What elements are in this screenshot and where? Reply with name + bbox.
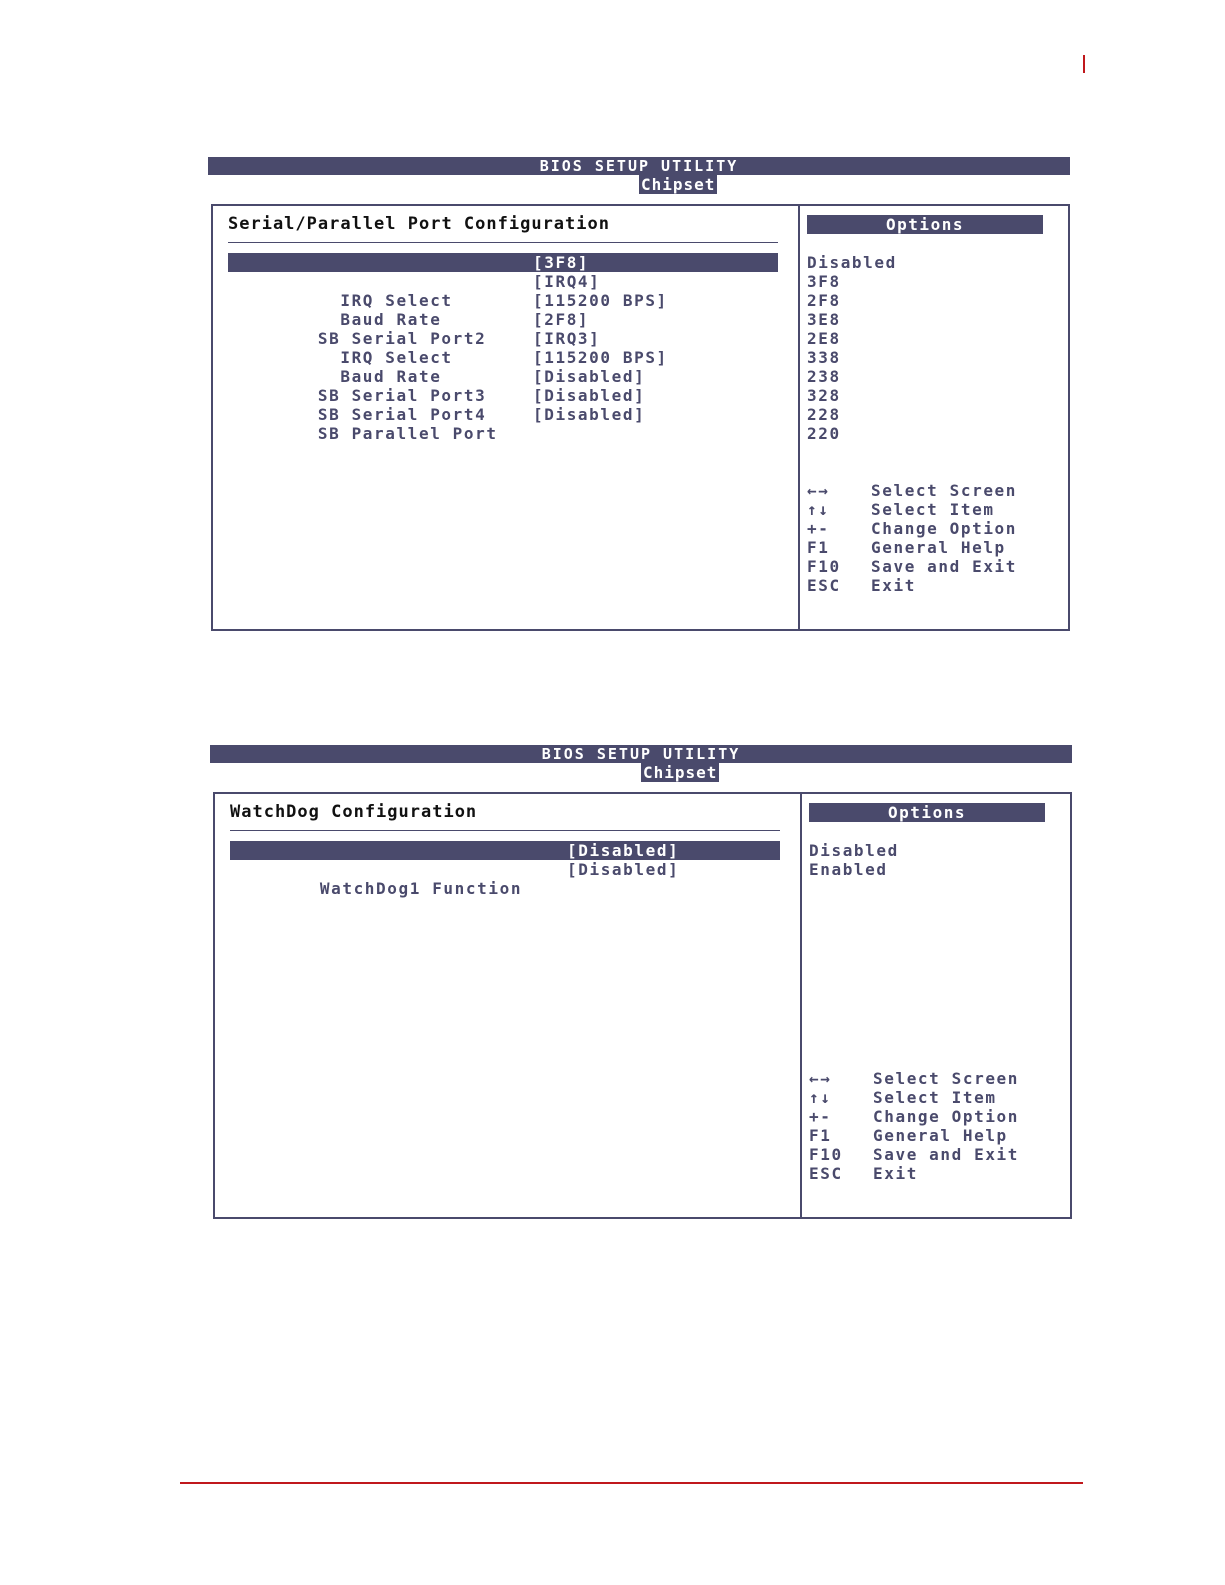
help-desc: Save and Exit bbox=[873, 1145, 1020, 1164]
help-key: F10 bbox=[807, 557, 841, 576]
section-rule bbox=[230, 830, 780, 831]
option-item[interactable]: 238 bbox=[807, 367, 841, 386]
setting-row-sb-serial-port3[interactable] bbox=[228, 367, 778, 405]
options-header: Options bbox=[807, 215, 1043, 234]
setting-value: [115200 BPS] bbox=[533, 291, 668, 310]
setting-value: [Disabled] bbox=[567, 860, 680, 879]
help-key: F10 bbox=[809, 1145, 843, 1164]
help-desc: General Help bbox=[871, 538, 1006, 557]
help-desc: Change Option bbox=[873, 1107, 1020, 1126]
setting-label: SB Serial Port2 bbox=[317, 329, 487, 348]
help-desc: Select Item bbox=[873, 1088, 997, 1107]
setting-label: WatchDog0 Function bbox=[319, 860, 523, 879]
option-item[interactable]: 2E8 bbox=[807, 329, 841, 348]
option-item[interactable]: 328 bbox=[807, 386, 841, 405]
setting-label: SB Serial Port3 bbox=[317, 386, 487, 405]
setting-value: [IRQ3] bbox=[533, 329, 601, 348]
help-key: ESC bbox=[807, 576, 841, 595]
setting-label: SB Serial Port4 bbox=[317, 405, 487, 424]
setting-label: WatchDog1 Function bbox=[319, 879, 523, 898]
setting-value: [3F8] bbox=[533, 253, 590, 272]
left-right-arrow-icon: ←→ bbox=[807, 481, 830, 500]
setting-row-sb-serial-port4[interactable] bbox=[228, 386, 778, 424]
help-desc: Select Screen bbox=[871, 481, 1018, 500]
help-key: F1 bbox=[807, 538, 830, 557]
bios-title-bar: BIOS SETUP UTILITY bbox=[210, 745, 1072, 763]
setting-label: Baud Rate bbox=[317, 310, 442, 329]
bios-screen-watchdog bbox=[210, 745, 1072, 1219]
up-down-arrow-icon: ↑↓ bbox=[809, 1088, 832, 1107]
help-desc: Exit bbox=[873, 1164, 918, 1183]
option-item[interactable]: Disabled bbox=[809, 841, 899, 860]
option-item[interactable]: 220 bbox=[807, 424, 841, 443]
bios-screen-serial-parallel bbox=[208, 157, 1070, 631]
help-desc: Change Option bbox=[871, 519, 1018, 538]
help-desc: Exit bbox=[871, 576, 916, 595]
option-item[interactable]: Enabled bbox=[809, 860, 888, 879]
setting-value: [Disabled] bbox=[567, 841, 680, 860]
setting-value: [Disabled] bbox=[533, 386, 646, 405]
section-rule bbox=[228, 242, 778, 243]
setting-label: Baud Rate bbox=[317, 367, 442, 386]
setting-row-sb-parallel-port[interactable] bbox=[228, 405, 778, 443]
help-desc: General Help bbox=[873, 1126, 1008, 1145]
help-key: +- bbox=[809, 1107, 832, 1126]
tab-chipset[interactable]: Chipset bbox=[643, 763, 718, 782]
tab-chipset[interactable]: Chipset bbox=[641, 175, 716, 194]
help-key: F1 bbox=[809, 1126, 832, 1145]
option-item[interactable]: 228 bbox=[807, 405, 841, 424]
help-desc: Select Screen bbox=[873, 1069, 1020, 1088]
bios-frame bbox=[211, 204, 1070, 631]
setting-row-watchdog1-function[interactable] bbox=[230, 860, 780, 898]
panel-divider bbox=[800, 794, 802, 1217]
option-item[interactable]: 338 bbox=[807, 348, 841, 367]
setting-label: IRQ Select bbox=[317, 291, 453, 310]
section-title: Serial/Parallel Port Configuration bbox=[228, 214, 610, 234]
option-item[interactable]: 3F8 bbox=[807, 272, 841, 291]
footer-rule bbox=[180, 1482, 1083, 1484]
setting-value: [Disabled] bbox=[533, 367, 646, 386]
up-down-arrow-icon: ↑↓ bbox=[807, 500, 830, 519]
left-right-arrow-icon: ←→ bbox=[809, 1069, 832, 1088]
help-desc: Select Item bbox=[871, 500, 995, 519]
option-item[interactable]: Disabled bbox=[807, 253, 897, 272]
setting-label: SB Parallel Port bbox=[317, 424, 498, 443]
setting-value: [IRQ4] bbox=[533, 272, 601, 291]
setting-label: IRQ Select bbox=[317, 348, 453, 367]
panel-divider bbox=[798, 206, 800, 629]
setting-value: [Disabled] bbox=[533, 405, 646, 424]
setting-label: SB Serial Port1 bbox=[317, 272, 487, 291]
bios-frame bbox=[213, 792, 1072, 1219]
options-header: Options bbox=[809, 803, 1045, 822]
setting-value: [2F8] bbox=[533, 310, 590, 329]
setting-value: [115200 BPS] bbox=[533, 348, 668, 367]
help-desc: Save and Exit bbox=[871, 557, 1018, 576]
help-key: +- bbox=[807, 519, 830, 538]
setting-row-watchdog0-function[interactable] bbox=[230, 841, 780, 879]
bios-title-bar: BIOS SETUP UTILITY bbox=[208, 157, 1070, 175]
header-accent-mark bbox=[1083, 55, 1085, 73]
option-item[interactable]: 2F8 bbox=[807, 291, 841, 310]
section-title: WatchDog Configuration bbox=[230, 802, 478, 822]
help-key: ESC bbox=[809, 1164, 843, 1183]
option-item[interactable]: 3E8 bbox=[807, 310, 841, 329]
